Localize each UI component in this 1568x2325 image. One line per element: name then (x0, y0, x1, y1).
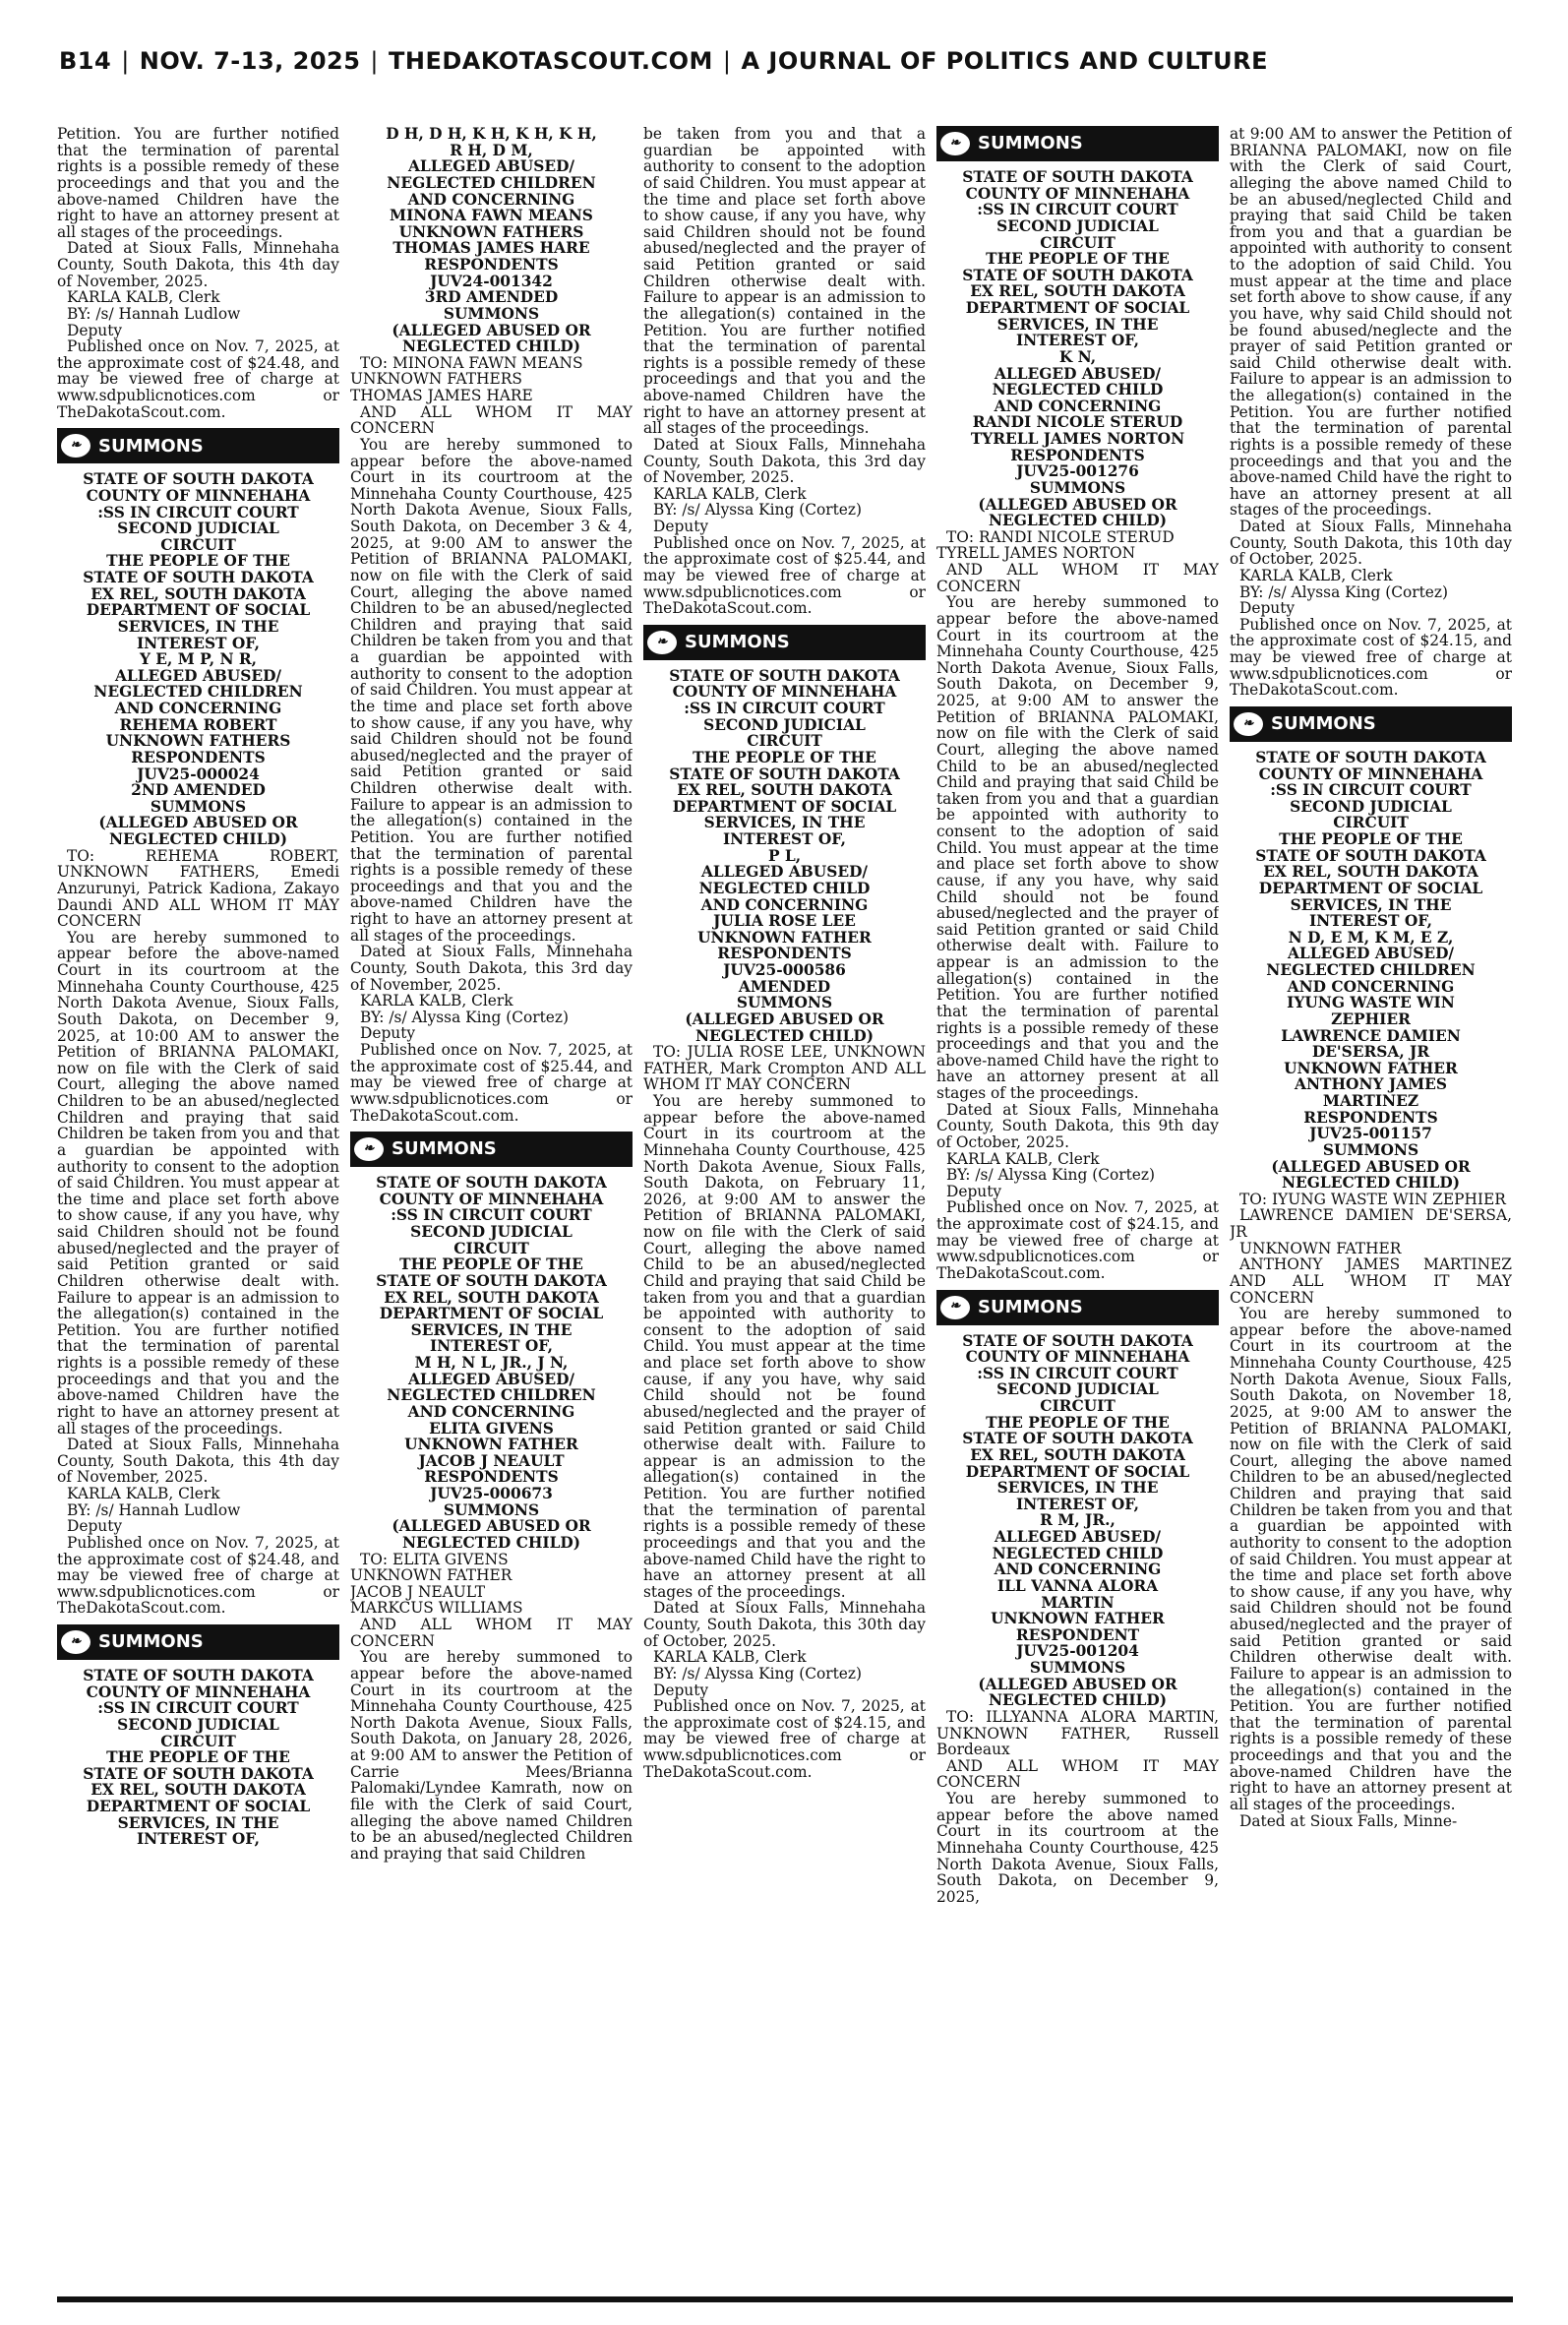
notice-caption (936, 1333, 1219, 1709)
caption-line: :SS IN CIRCUIT COURT (97, 503, 299, 521)
caption-line: ILL VANNA ALORA (996, 1576, 1159, 1595)
caption-line: DE'SERSA, JR (1311, 1043, 1430, 1062)
caption-line: INTEREST OF, (1015, 332, 1140, 350)
caption-line: R H, D M, (450, 141, 533, 159)
notice-paragraph: AND ALL WHOM IT MAY CONCERN (350, 402, 633, 438)
notice-paragraph: Published once on Nov. 7, 2025, at the approximate cost of $24.48, and may be viewed free of charge at www.sdpublicnotices.com or TheDakotaScout.com. (57, 337, 339, 421)
notice-paragraph: KARLA KALB, Clerk (360, 992, 513, 1010)
notice-paragraph: Deputy (360, 1024, 416, 1043)
notice-caption (643, 668, 926, 1044)
notice-caption (1230, 750, 1512, 1192)
notice-caption (350, 126, 633, 355)
notice-paragraph: MARKCUS WILLIAMS (350, 1599, 523, 1618)
caption-line: COUNTY OF MINNEHAHA (965, 184, 1190, 203)
caption-line: P L, (767, 846, 802, 865)
caption-line: SERVICES, IN THE (996, 315, 1159, 334)
caption-line: K N, (1058, 347, 1097, 366)
caption-line: ZEPHIER (1331, 1010, 1411, 1028)
caption-line: JUV25-000024 (137, 765, 260, 783)
caption-line: INTEREST OF, (1308, 912, 1433, 931)
caption-line: NEGLECTED CHILD) (1281, 1174, 1461, 1193)
caption-line: STATE OF SOUTH DAKOTA (1255, 846, 1486, 865)
tagline: A JOURNAL OF POLITICS AND CULTURE (741, 47, 1268, 75)
notice-paragraph: TO: REHEMA ROBERT, UNKNOWN FATHERS, Emedi Anzurunyi, Patrick Kadiona, Zakayo Daundi AND ALL WHOM IT MAY CONCERN (57, 846, 339, 931)
notice-paragraph: AND ALL WHOM IT MAY CONCERN (936, 1756, 1219, 1792)
notice-paragraph: Published once on Nov. 7, 2025, at the approximate cost of $24.15, and may be viewed free of charge at www.sdpublicnotices.com or TheDakotaScout.com. (936, 1198, 1219, 1282)
summons-section-bar (57, 428, 339, 463)
caption-line: THE PEOPLE OF THE (986, 1413, 1170, 1432)
caption-line: CIRCUIT (160, 1732, 236, 1750)
caption-line: STATE OF SOUTH DAKOTA (83, 470, 314, 489)
caption-line: CIRCUIT (1040, 1397, 1116, 1415)
caption-line: (ALLEGED ABUSED OR (98, 814, 298, 832)
caption-line: SECOND JUDICIAL (1290, 797, 1452, 816)
notice-paragraph: KARLA KALB, Clerk (1239, 566, 1393, 584)
caption-line: EX REL, SOUTH DAKOTA (970, 1445, 1185, 1464)
caption-line: SUMMONS (1322, 1140, 1419, 1159)
caption-line: SUMMONS (443, 304, 540, 323)
caption-line: :SS IN CIRCUIT COURT (977, 201, 1178, 219)
notice-paragraph: be taken from you and that a guardian be appointed with authority to consent to the adoption of said Children. You must appear at the time and place set forth above to show cause, if any you have, why said Children should not be found abused/neglected and the prayer of said Petition granted or said Children otherwise dealt with. Failure to appear is an admission to the allegation(s) contained in the Petition. You are further notified that the termination of parental rights is a possible remedy of these proceedings and that you and the above-named Children have the right to have an attorney present at all stages of the proceedings. (643, 126, 926, 438)
notice-caption (57, 471, 339, 847)
caption-line: UNKNOWN FATHERS (398, 222, 584, 241)
caption-line: CIRCUIT (1040, 233, 1116, 252)
notice-paragraph: JACOB J NEAULT (350, 1582, 485, 1601)
notice-paragraph: Published once on Nov. 7, 2025, at the approximate cost of $24.15, and may be viewed free of charge at www.sdpublicnotices.com or TheDakotaScout.com. (643, 1697, 926, 1781)
caption-line: CIRCUIT (1333, 814, 1409, 832)
section-label: SUMMONS (98, 435, 204, 457)
scout-logo-icon: ❧ (354, 1137, 384, 1161)
page-header (59, 47, 1515, 87)
caption-line: NEGLECTED CHILD (992, 1544, 1164, 1562)
notice-paragraph: KARLA KALB, Clerk (67, 288, 220, 307)
notice-paragraph: Deputy (946, 1182, 1002, 1200)
caption-line: STATE OF SOUTH DAKOTA (83, 1667, 314, 1684)
notice-paragraph: TO: ILLYANNA ALORA MARTIN, UNKNOWN FATHER, Russell Bordeaux (936, 1707, 1219, 1759)
bottom-rule (57, 2296, 1513, 2302)
caption-line: INTEREST OF, (1015, 1495, 1140, 1513)
caption-line: AND CONCERNING (994, 1560, 1162, 1579)
caption-line: ALLEGED ABUSED/ (700, 863, 869, 882)
notice-paragraph: TO: JULIA ROSE LEE, UNKNOWN FATHER, Mark Crompton AND ALL WHOM IT MAY CONCERN (643, 1043, 926, 1094)
column-4 (936, 126, 1219, 2291)
summons-section-bar (936, 1290, 1219, 1325)
notice-paragraph: ANTHONY JAMES MARTINEZ AND ALL WHOM IT MAY CONCERN (1230, 1255, 1512, 1307)
notice-paragraph: TO: RANDI NICOLE STERUD (946, 527, 1175, 546)
notice-paragraph: You are hereby summoned to appear before the above-named Court in its courtroom at the Minnehaha County Courthouse, 425 North Dakota Avenue, Sioux Falls, South Dakota, on January 28, 2026, at 9:00 AM to answer the Petition of Carrie Mees/Brianna Palomaki/Lyndee Kamrath, now on file with the Clerk of said Court, alleging the above named Children to be an abused/neglected Children and praying that said Children (350, 1648, 633, 1863)
notice-paragraph: BY: /s/ Alyssa King (Cortez) (946, 1166, 1156, 1185)
caption-line: NEGLECTED CHILD) (694, 1026, 874, 1045)
caption-line: STATE OF SOUTH DAKOTA (83, 569, 314, 586)
caption-line: EX REL, SOUTH DAKOTA (384, 1288, 599, 1307)
notice-paragraph: You are hereby summoned to appear before the above-named Court in its courtroom at the Minnehaha County Courthouse, 425 North Dakota Avenue, Sioux Falls, South Dakota, on December 9, 2025, at 9:00 AM to answer the Petition of BRIANNA PALOMAKI, now on file with the Clerk of said Court, alleging the above named Child to be an abused/neglected Child and praying that said Child be taken from you and that a guardian be appointed with authority to consent to the adoption of said Child. You must appear at the time and place set forth above to show cause, if any you have, why said Child should not be found abused/neglected and the prayer of said Petition granted or said Child otherwise dealt with. Failure to appear is an admission to the allegation(s) contained in the Petition. You are further notified that the termination of parental rights is a possible remedy of these proceedings and that you and the above-named Child have the right to have an attorney present at all stages of the proceedings. (936, 593, 1219, 1102)
notice-paragraph: Deputy (67, 321, 123, 339)
caption-line: EX REL, SOUTH DAKOTA (90, 584, 306, 603)
caption-line: SERVICES, IN THE (410, 1320, 573, 1339)
caption-line: COUNTY OF MINNEHAHA (1258, 765, 1483, 783)
summons-section-bar (57, 1624, 339, 1660)
notice-caption (936, 169, 1219, 529)
caption-line: INTEREST OF, (136, 634, 261, 652)
notice-paragraph: Published once on Nov. 7, 2025, at the approximate cost of $24.48, and may be viewed free of charge at www.sdpublicnotices.com or TheDakotaScout.com. (57, 1533, 339, 1618)
caption-line: AND CONCERNING (114, 700, 282, 717)
caption-line: EX REL, SOUTH DAKOTA (677, 781, 892, 800)
caption-line: THE PEOPLE OF THE (106, 552, 290, 571)
caption-line: JUV24-001342 (430, 272, 553, 290)
caption-line: Y E, M P, N R, (139, 650, 258, 669)
notice-paragraph: Dated at Sioux Falls, Minne- (1239, 1811, 1458, 1830)
notice-paragraph: KARLA KALB, Clerk (653, 484, 807, 503)
caption-line: NEGLECTED CHILD) (401, 337, 581, 356)
summons-section-bar (643, 625, 926, 660)
notice-paragraph: at 9:00 AM to answer the Petition of BRIANNA PALOMAKI, now on file with the Clerk of said Court, alleging the above named Child to be an abused/neglected Child and praying that said Child be taken from you and that a guardian be appointed with authority to consent to the adoption of said Child. You must appear at the time and place set forth above to show cause, if any you have, why said Child should not be found abused/neglecte and the prayer of said Petition granted or said Child otherwise dealt with. Failure to appear is an admission to the allegation(s) contained in the Petition. You are further notified that the termination of parental rights is a possible remedy of these proceedings and that you and the above-named Child have the right to have an attorney present at all stages of the proceedings. (1230, 126, 1512, 520)
caption-line: D H, D H, K H, K H, K H, (386, 126, 597, 143)
caption-line: SECOND JUDICIAL (410, 1223, 573, 1241)
caption-line: EX REL, SOUTH DAKOTA (1263, 863, 1478, 882)
caption-line: INTEREST OF, (136, 1830, 261, 1849)
caption-line: LAWRENCE DAMIEN (1281, 1026, 1461, 1045)
scout-logo-icon: ❧ (61, 1630, 90, 1654)
caption-line: N D, E M, K M, E Z, (1288, 928, 1454, 947)
caption-line: SECOND JUDICIAL (996, 1380, 1159, 1399)
notice-paragraph: You are hereby summoned to appear before the above-named Court in its courtroom at the Minnehaha County Courthouse, 425 North Dakota Avenue, Sioux Falls, South Dakota, on December 9, 2025, at 10:00 AM to answer the Petition of BRIANNA PALOMAKI, now on file with the Clerk of said Court, alleging the above named Children to be an abused/neglected Children and praying that said Children be taken from you and that a guardian be appointed with authority to consent to the adoption of said Children. You must appear at the time and place set forth above to show cause, if any you have, why said Children should not be found abused/neglected and the prayer of said Petition granted or said Children otherwise dealt with. Failure to appear is an admission to the allegation(s) contained in the Petition. You are further notified that the termination of parental rights is a possible remedy of these proceedings and that you and the above-named Children have the right to have an attorney present at all stages of the proceedings. (57, 928, 339, 1438)
summons-section-bar (350, 1132, 633, 1167)
caption-line: COUNTY OF MINNEHAHA (672, 683, 897, 702)
caption-line: COUNTY OF MINNEHAHA (86, 486, 311, 505)
notice-paragraph: KARLA KALB, Clerk (653, 1648, 807, 1667)
caption-line: MARTIN (1041, 1593, 1115, 1612)
caption-line: NEGLECTED CHILD) (988, 512, 1168, 530)
scout-logo-icon: ❧ (1234, 712, 1263, 736)
notice-paragraph: Deputy (67, 1517, 123, 1536)
caption-line: EX REL, SOUTH DAKOTA (970, 282, 1185, 301)
caption-line: IYUNG WASTE WIN (1287, 994, 1455, 1012)
caption-line: DEPARTMENT OF SOCIAL (379, 1305, 604, 1323)
caption-line: COUNTY OF MINNEHAHA (86, 1683, 311, 1701)
caption-line: ALLEGED ABUSED/ (114, 666, 282, 685)
caption-line: THE PEOPLE OF THE (106, 1748, 290, 1767)
caption-line: JUV25-000673 (430, 1485, 553, 1502)
caption-line: STATE OF SOUTH DAKOTA (962, 1430, 1193, 1448)
caption-line: ALLEGED ABUSED/ (407, 157, 575, 176)
caption-line: DEPARTMENT OF SOCIAL (672, 797, 897, 816)
caption-line: RESPONDENT (1015, 1625, 1140, 1644)
caption-line: (ALLEGED ABUSED OR (978, 495, 1177, 514)
caption-line: EX REL, SOUTH DAKOTA (90, 1781, 306, 1800)
caption-line: SECOND JUDICIAL (117, 520, 279, 538)
column-5 (1230, 126, 1512, 2291)
column-2 (350, 126, 633, 2291)
caption-line: RANDI NICOLE STERUD (972, 413, 1183, 432)
notice-paragraph: Deputy (1239, 599, 1296, 618)
caption-line: STATE OF SOUTH DAKOTA (83, 1764, 314, 1783)
caption-line: AMENDED (738, 977, 831, 996)
caption-line: SECOND JUDICIAL (703, 715, 866, 734)
caption-line: NEGLECTED CHILD) (988, 1691, 1168, 1710)
notice-paragraph: Dated at Sioux Falls, Minnehaha County, South Dakota, this 9th day of October, 2025. (936, 1100, 1219, 1151)
notice-paragraph: TYRELL JAMES NORTON (936, 544, 1136, 563)
caption-line: RESPONDENTS (1303, 1108, 1438, 1127)
caption-line: :SS IN CIRCUIT COURT (391, 1206, 592, 1225)
notice-paragraph: Dated at Sioux Falls, Minnehaha County, South Dakota, this 3rd day of November, 2025. (350, 943, 633, 994)
caption-line: UNKNOWN FATHER (991, 1610, 1165, 1628)
notice-paragraph: BY: /s/ Hannah Ludlow (67, 304, 241, 323)
notice-paragraph: You are hereby summoned to appear before the above-named Court in its courtroom at the Minnehaha County Courthouse, 425 North Dakota Avenue, Sioux Falls, South Dakota, on November 18, 2025, at 9:00 AM to answer the Petition of BRIANNA PALOMAKI, now on file with the Clerk of said Court, alleging the above named Children to be an abused/neglected Children and praying that said Children be taken from you and that a guardian be appointed with authority to consent to the adoption of said Children. You must appear at the time and place set forth above to show cause, if any you have, why said Children should not be found abused/neglected and the prayer of said Petition granted or said Children otherwise dealt with. Failure to appear is an admission to the allegation(s) contained in the Petition. You are further notified that the termination of parental rights is a possible remedy of these proceedings and that you and the above-named Children have the right to have an attorney present at all stages of the proceedings. (1230, 1305, 1512, 1813)
caption-line: M H, N L, JR., J N, (414, 1354, 569, 1372)
caption-line: JUV25-001276 (1016, 462, 1139, 481)
page-number: B14 (59, 47, 112, 75)
caption-line: AND CONCERNING (994, 397, 1162, 415)
caption-line: SUMMONS (736, 994, 833, 1012)
caption-line: THE PEOPLE OF THE (399, 1255, 583, 1274)
caption-line: STATE OF SOUTH DAKOTA (962, 168, 1193, 186)
caption-line: RESPONDENTS (1010, 446, 1145, 464)
caption-line: SUMMONS (1029, 1659, 1126, 1677)
caption-line: STATE OF SOUTH DAKOTA (669, 666, 900, 685)
notice-paragraph: Dated at Sioux Falls, Minnehaha County, South Dakota, this 30th day of October, 2025. (643, 1599, 926, 1650)
caption-line: NEGLECTED CHILD (698, 879, 871, 897)
caption-line: ANTHONY JAMES (1295, 1075, 1447, 1094)
caption-line: CIRCUIT (747, 732, 822, 751)
notice-paragraph: TO: ELITA GIVENS (360, 1550, 509, 1568)
column-3 (643, 126, 926, 2291)
column-1 (57, 126, 339, 2291)
header-separator: | (370, 47, 380, 75)
notice-paragraph: Published once on Nov. 7, 2025, at the approximate cost of $25.44, and may be viewed free of charge at www.sdpublicnotices.com or TheDakotaScout.com. (643, 533, 926, 618)
caption-line: :SS IN CIRCUIT COURT (977, 1364, 1178, 1382)
caption-line: :SS IN CIRCUIT COURT (1270, 781, 1472, 800)
notice-paragraph: BY: /s/ Alyssa King (Cortez) (653, 501, 863, 520)
notice-paragraph: Dated at Sioux Falls, Minnehaha County, South Dakota, this 10th day of October, 2025. (1230, 518, 1512, 569)
caption-line: (ALLEGED ABUSED OR (392, 1517, 591, 1536)
notice-paragraph: TO: MINONA FAWN MEANS (360, 353, 583, 372)
caption-line: JACOB J NEAULT (418, 1451, 565, 1470)
notice-paragraph: Deputy (653, 1681, 709, 1699)
caption-line: JUV25-001157 (1309, 1125, 1432, 1143)
caption-line: RESPONDENTS (424, 256, 559, 274)
caption-line: AND CONCERNING (407, 1402, 575, 1421)
notice-paragraph: Dated at Sioux Falls, Minnehaha County, South Dakota, this 3rd day of November, 2025. (643, 435, 926, 487)
header-separator: | (722, 47, 732, 75)
caption-line: DEPARTMENT OF SOCIAL (1258, 879, 1483, 897)
caption-line: MINONA FAWN MEANS (390, 207, 593, 225)
section-label: SUMMONS (978, 133, 1083, 154)
caption-line: SERVICES, IN THE (117, 1813, 279, 1832)
caption-line: INTEREST OF, (429, 1337, 554, 1356)
caption-line: TYRELL JAMES NORTON (970, 430, 1185, 448)
caption-line: STATE OF SOUTH DAKOTA (962, 266, 1193, 284)
caption-line: STATE OF SOUTH DAKOTA (669, 765, 900, 783)
caption-line: CIRCUIT (160, 535, 236, 554)
notice-caption (57, 1668, 339, 1848)
summons-section-bar (1230, 706, 1512, 742)
caption-line: THE PEOPLE OF THE (986, 250, 1170, 269)
caption-line: DEPARTMENT OF SOCIAL (965, 299, 1190, 317)
caption-line: STATE OF SOUTH DAKOTA (376, 1174, 607, 1193)
notice-paragraph: Deputy (653, 518, 709, 535)
caption-line: ALLEGED ABUSED/ (994, 364, 1162, 383)
section-label: SUMMONS (685, 632, 790, 653)
caption-line: R M, JR., (1040, 1511, 1116, 1530)
caption-line: DEPARTMENT OF SOCIAL (86, 1798, 311, 1815)
section-label: SUMMONS (98, 1631, 204, 1653)
caption-line: ALLEGED ABUSED/ (994, 1528, 1162, 1546)
caption-line: CIRCUIT (453, 1239, 529, 1257)
caption-line: (ALLEGED ABUSED OR (392, 321, 591, 339)
caption-line: THOMAS JAMES HARE (392, 239, 590, 258)
caption-line: JUV25-001204 (1016, 1642, 1139, 1661)
caption-line: JULIA ROSE LEE (713, 912, 856, 931)
caption-line: RESPONDENTS (131, 748, 266, 766)
notice-paragraph: Dated at Sioux Falls, Minnehaha County, South Dakota, this 4th day of November, 2025. (57, 239, 339, 290)
notice-paragraph: Dated at Sioux Falls, Minnehaha County, South Dakota, this 4th day of November, 2025. (57, 1436, 339, 1487)
caption-line: STATE OF SOUTH DAKOTA (962, 1331, 1193, 1350)
caption-line: DEPARTMENT OF SOCIAL (965, 1462, 1190, 1481)
notice-paragraph: You are hereby summoned to appear before the above-named Court in its courtroom at the Minnehaha County Courthouse, 425 North Dakota Avenue, Sioux Falls, South Dakota, on December 3 & 4, 2025, at 9:00 AM to answer the Petition of BRIANNA PALOMAKI, now on file with the Clerk of said Court, alleging the above named Children to be an abused/neglected Children and praying that said Children be taken from you and that a guardian be appointed with authority to consent to the adoption of said Children. You must appear at the time and place set forth above to show cause, if any you have, why said Children should not be found abused/neglected and the prayer of said Petition granted or said Children otherwise dealt with. Failure to appear is an admission to the allegation(s) contained in the Petition. You are further notified that the termination of parental rights is a possible remedy of these proceedings and that you and the above-named Children have the right to have an attorney present at all stages of the proceedings. (350, 435, 633, 945)
notice-columns (57, 126, 1513, 2291)
caption-line: REHEMA ROBERT (119, 715, 277, 734)
caption-line: COUNTY OF MINNEHAHA (379, 1190, 604, 1208)
site-name: THEDAKOTASCOUT.COM (389, 47, 713, 75)
notice-paragraph: You are hereby summoned to appear before the above named Court in its courtroom at the Minnehaha County Courthouse, 425 North Dakota Avenue, Sioux Falls, South Dakota, on December 9, 2025, (936, 1790, 1219, 1906)
notice-paragraph: BY: /s/ Alyssa King (Cortez) (1239, 582, 1449, 601)
caption-line: THE PEOPLE OF THE (693, 748, 876, 766)
caption-line: 3RD AMENDED (424, 288, 559, 307)
caption-line: AND CONCERNING (407, 190, 575, 209)
notice-paragraph: UNKNOWN FATHERS (350, 370, 522, 389)
caption-line: SUMMONS (150, 797, 247, 816)
caption-line: NEGLECTED CHILD) (401, 1533, 581, 1552)
notice-paragraph: UNKNOWN FATHER (350, 1566, 513, 1585)
notice-paragraph: BY: /s/ Alyssa King (Cortez) (653, 1664, 863, 1683)
section-label: SUMMONS (392, 1138, 497, 1160)
caption-line: NEGLECTED CHILD (992, 381, 1164, 399)
caption-line: ALLEGED ABUSED/ (1287, 945, 1455, 963)
caption-line: (ALLEGED ABUSED OR (685, 1010, 884, 1028)
notice-paragraph: TO: IYUNG WASTE WIN ZEPHIER (1239, 1190, 1506, 1208)
caption-line: :SS IN CIRCUIT COURT (97, 1699, 299, 1718)
caption-line: NEGLECTED CHILDREN (93, 683, 303, 702)
notice-paragraph: You are hereby summoned to appear before the above-named Court in its courtroom at the Minnehaha County Courthouse, 425 North Dakota Avenue, Sioux Falls, South Dakota, on February 11, 2026, at 9:00 AM to answer the Petition of BRIANNA PALOMAKI, now on file with the Clerk of said Court, alleging the above named Child to be an abused/neglected Child and praying that said Child be taken from you and that a guardian be appointed with authority to consent to the adoption of said Child. You must appear at the time and place set forth above to show cause, if any you have, why said Child should not be found abused/neglected and the prayer of said Petition granted or said Child otherwise dealt with. Failure to appear is an admission to the allegation(s) contained in the Petition. You are further notified that the termination of parental rights is a possible remedy of these proceedings and that you and the above-named Child have the right to have an attorney present at all stages of the proceedings. (643, 1092, 926, 1601)
caption-line: ELITA GIVENS (429, 1419, 554, 1438)
caption-line: AND CONCERNING (700, 895, 869, 914)
caption-line: JUV25-000586 (723, 961, 846, 979)
caption-line: MARTINEZ (1322, 1092, 1419, 1110)
caption-line: SERVICES, IN THE (1290, 895, 1452, 914)
caption-line: NEGLECTED CHILD) (108, 830, 288, 848)
notice-paragraph: BY: /s/ Hannah Ludlow (67, 1500, 241, 1519)
caption-line: SERVICES, IN THE (117, 617, 279, 636)
caption-line: SUMMONS (443, 1500, 540, 1519)
caption-line: :SS IN CIRCUIT COURT (684, 700, 885, 717)
caption-line: ALLEGED ABUSED/ (407, 1370, 575, 1388)
scout-logo-icon: ❧ (61, 434, 90, 458)
header-separator: | (121, 47, 130, 75)
caption-line: RESPONDENTS (717, 945, 852, 963)
caption-line: NEGLECTED CHILDREN (387, 1386, 596, 1405)
caption-line: SERVICES, IN THE (996, 1479, 1159, 1498)
summons-section-bar (936, 126, 1219, 161)
notice-paragraph: Published once on Nov. 7, 2025, at the approximate cost of $25.44, and may be viewed free of charge at www.sdpublicnotices.com or TheDakotaScout.com. (350, 1041, 633, 1125)
notice-paragraph: AND ALL WHOM IT MAY CONCERN (350, 1616, 633, 1650)
caption-line: UNKNOWN FATHER (1284, 1059, 1458, 1077)
notice-caption (350, 1175, 633, 1551)
caption-line: COUNTY OF MINNEHAHA (965, 1348, 1190, 1367)
notice-paragraph: THOMAS JAMES HARE (350, 387, 533, 404)
notice-paragraph: AND ALL WHOM IT MAY CONCERN (936, 561, 1219, 595)
caption-line: (ALLEGED ABUSED OR (1271, 1157, 1471, 1176)
caption-line: SECOND JUDICIAL (117, 1715, 279, 1734)
caption-line: INTEREST OF, (722, 830, 847, 848)
section-label: SUMMONS (978, 1296, 1083, 1317)
scout-logo-icon: ❧ (940, 1296, 970, 1319)
caption-line: UNKNOWN FATHERS (105, 732, 291, 751)
caption-line: UNKNOWN FATHER (404, 1436, 578, 1454)
caption-line: (ALLEGED ABUSED OR (978, 1675, 1177, 1693)
caption-line: AND CONCERNING (1287, 977, 1455, 996)
caption-line: 2ND AMENDED (131, 781, 266, 800)
caption-line: SERVICES, IN THE (703, 814, 866, 832)
caption-line: UNKNOWN FATHER (697, 928, 872, 947)
caption-line: DEPARTMENT OF SOCIAL (86, 601, 311, 620)
notice-paragraph: Published once on Nov. 7, 2025, at the approximate cost of $24.15, and may be viewed free of charge at www.sdpublicnotices.com or TheDakotaScout.com. (1230, 615, 1512, 700)
caption-line: NEGLECTED CHILDREN (387, 173, 596, 192)
caption-line: SECOND JUDICIAL (996, 216, 1159, 235)
notice-paragraph: UNKNOWN FATHER (1239, 1239, 1402, 1257)
notice-paragraph: LAWRENCE DAMIEN DE'SERSA, JR (1230, 1206, 1512, 1241)
section-label: SUMMONS (1271, 713, 1376, 735)
caption-line: THE PEOPLE OF THE (1279, 830, 1463, 848)
caption-line: NEGLECTED CHILDREN (1266, 961, 1476, 979)
notice-paragraph: KARLA KALB, Clerk (67, 1485, 220, 1502)
caption-line: STATE OF SOUTH DAKOTA (1255, 748, 1486, 766)
notice-paragraph: Petition. You are further notified that the termination of parental rights is a possible remedy of these proceedings and that you and the above-named Children have the right to have an attorney present at all stages of the proceedings. (57, 126, 339, 241)
caption-line: RESPONDENTS (424, 1468, 559, 1487)
scout-logo-icon: ❧ (940, 132, 970, 155)
notice-paragraph: BY: /s/ Alyssa King (Cortez) (360, 1008, 570, 1026)
issue-date: NOV. 7-13, 2025 (139, 47, 361, 75)
scout-logo-icon: ❧ (647, 631, 677, 654)
notice-paragraph: KARLA KALB, Clerk (946, 1149, 1100, 1168)
caption-line: STATE OF SOUTH DAKOTA (376, 1271, 607, 1290)
caption-line: SUMMONS (1029, 478, 1126, 497)
